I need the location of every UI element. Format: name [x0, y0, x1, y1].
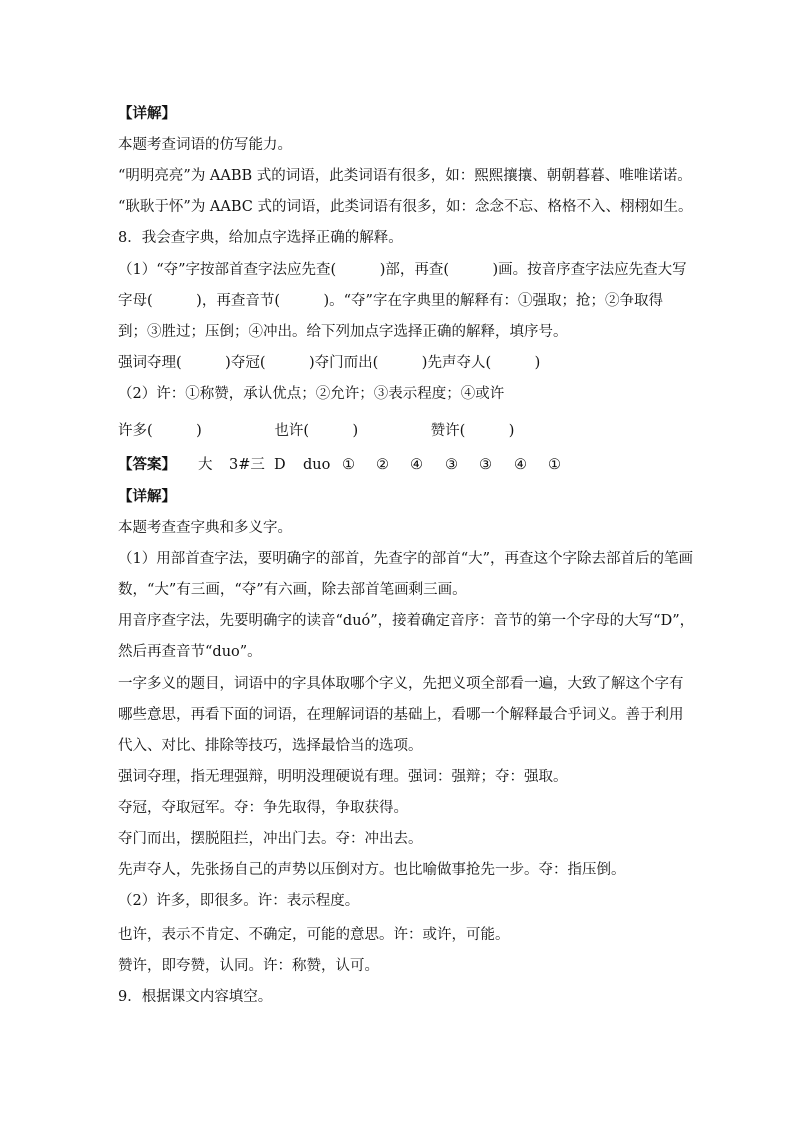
answer-item: 3#三: [229, 457, 265, 473]
paragraph: （1）用部首查字法，要明确字的部首，先查字的部首“大”，再查这个字除去部首后的笔画: [118, 551, 694, 567]
question-line: 强词夺理( )夺冠( )夺门而出( )先声夺人( ): [118, 355, 541, 371]
paragraph: 用音序查字法，先要明确字的读音“duó”，接着确定音序：音节的第一个字母的大写“D”，: [118, 613, 695, 629]
paragraph: 一字多义的题目，词语中的字具体取哪个字义，先把义项全部看一遍，大致了解这个字有: [118, 676, 684, 692]
question-title: 8．我会查字典，给加点字选择正确的解释。: [118, 230, 403, 246]
question-title: 9．根据课文内容填空。: [118, 989, 273, 1005]
paragraph: 代入、对比、排除等技巧，选择最恰当的选项。: [118, 738, 423, 754]
paragraph: 夺门而出，摆脱阻拦，冲出门去。夺：冲出去。: [118, 831, 423, 847]
paragraph: 本题考查查字典和多义字。: [118, 520, 292, 536]
answer-item: ③: [445, 457, 458, 473]
answer-item: ②: [376, 457, 389, 473]
paragraph: 夺冠，夺取冠军。夺：争先取得，争取获得。: [118, 800, 408, 816]
paragraph: 强词夺理，指无理强辩，明明没理硬说有理。强词：强辩；夺：强取。: [118, 769, 568, 785]
paragraph: （2）许多，即很多。许：表示程度。: [118, 893, 360, 909]
paragraph: 然后再查音节“duo”。: [118, 644, 262, 660]
section-heading: 【详解】: [118, 488, 176, 505]
answer-item: D: [274, 457, 286, 473]
question-line: （2）许：①称赞，承认优点；②允许；③表示程度；④或许: [118, 386, 505, 402]
question-line: 到；③胜过；压倒；④冲出。给下列加点字选择正确的解释，填序号。: [118, 324, 568, 340]
answer-label: 【答案】: [118, 456, 176, 473]
paragraph: 数，“大”有三画，“夺”有六画，除去部首笔画剩三画。: [118, 582, 467, 598]
paragraph: 赞许，即夸赞，认同。许：称赞，认可。: [118, 958, 379, 974]
paragraph: 也许，表示不肯定、不确定，可能的意思。许：或许，可能。: [118, 927, 510, 943]
answer-item: ①: [342, 457, 355, 473]
question-line: （1）“夺”字按部首查字法应先查( )部，再查( )画。按音序查字法应先查大写: [118, 262, 687, 278]
paragraph: 哪些意思，再看下面的词语，在理解词语的基础上，看哪一个解释最合乎词义。善于利用: [118, 707, 684, 723]
paragraph: “明明亮亮”为 AABB 式的词语，此类词语有很多，如：熙熙攘攘、朝朝暮暮、唯唯诺诺。: [118, 168, 692, 184]
answer-row: [118, 455, 678, 475]
answer-item: ④: [410, 457, 423, 473]
answer-item: ①: [548, 457, 561, 473]
paragraph: 本题考查词语的仿写能力。: [118, 137, 292, 153]
paragraph: “耿耿于怀”为 AABC 式的词语，此类词语有很多，如：念念不忘、格格不入、栩栩如生。: [118, 199, 693, 215]
question-line: 字母( )，再查音节( )。“夺”字在字典里的解释有：①强取；抢；②争取得: [118, 293, 663, 309]
answer-item: duo: [303, 457, 331, 473]
paragraph: 先声夺人，先张扬自己的声势以压倒对方。也比喻做事抢先一步。夺：指压倒。: [118, 862, 626, 878]
section-heading: 【详解】: [118, 105, 176, 122]
answer-item: ④: [514, 457, 527, 473]
question-line: 许多( ) 也许( ) 赞许( ): [118, 423, 515, 439]
answer-item: ③: [479, 457, 492, 473]
answer-item: 大: [198, 457, 213, 473]
